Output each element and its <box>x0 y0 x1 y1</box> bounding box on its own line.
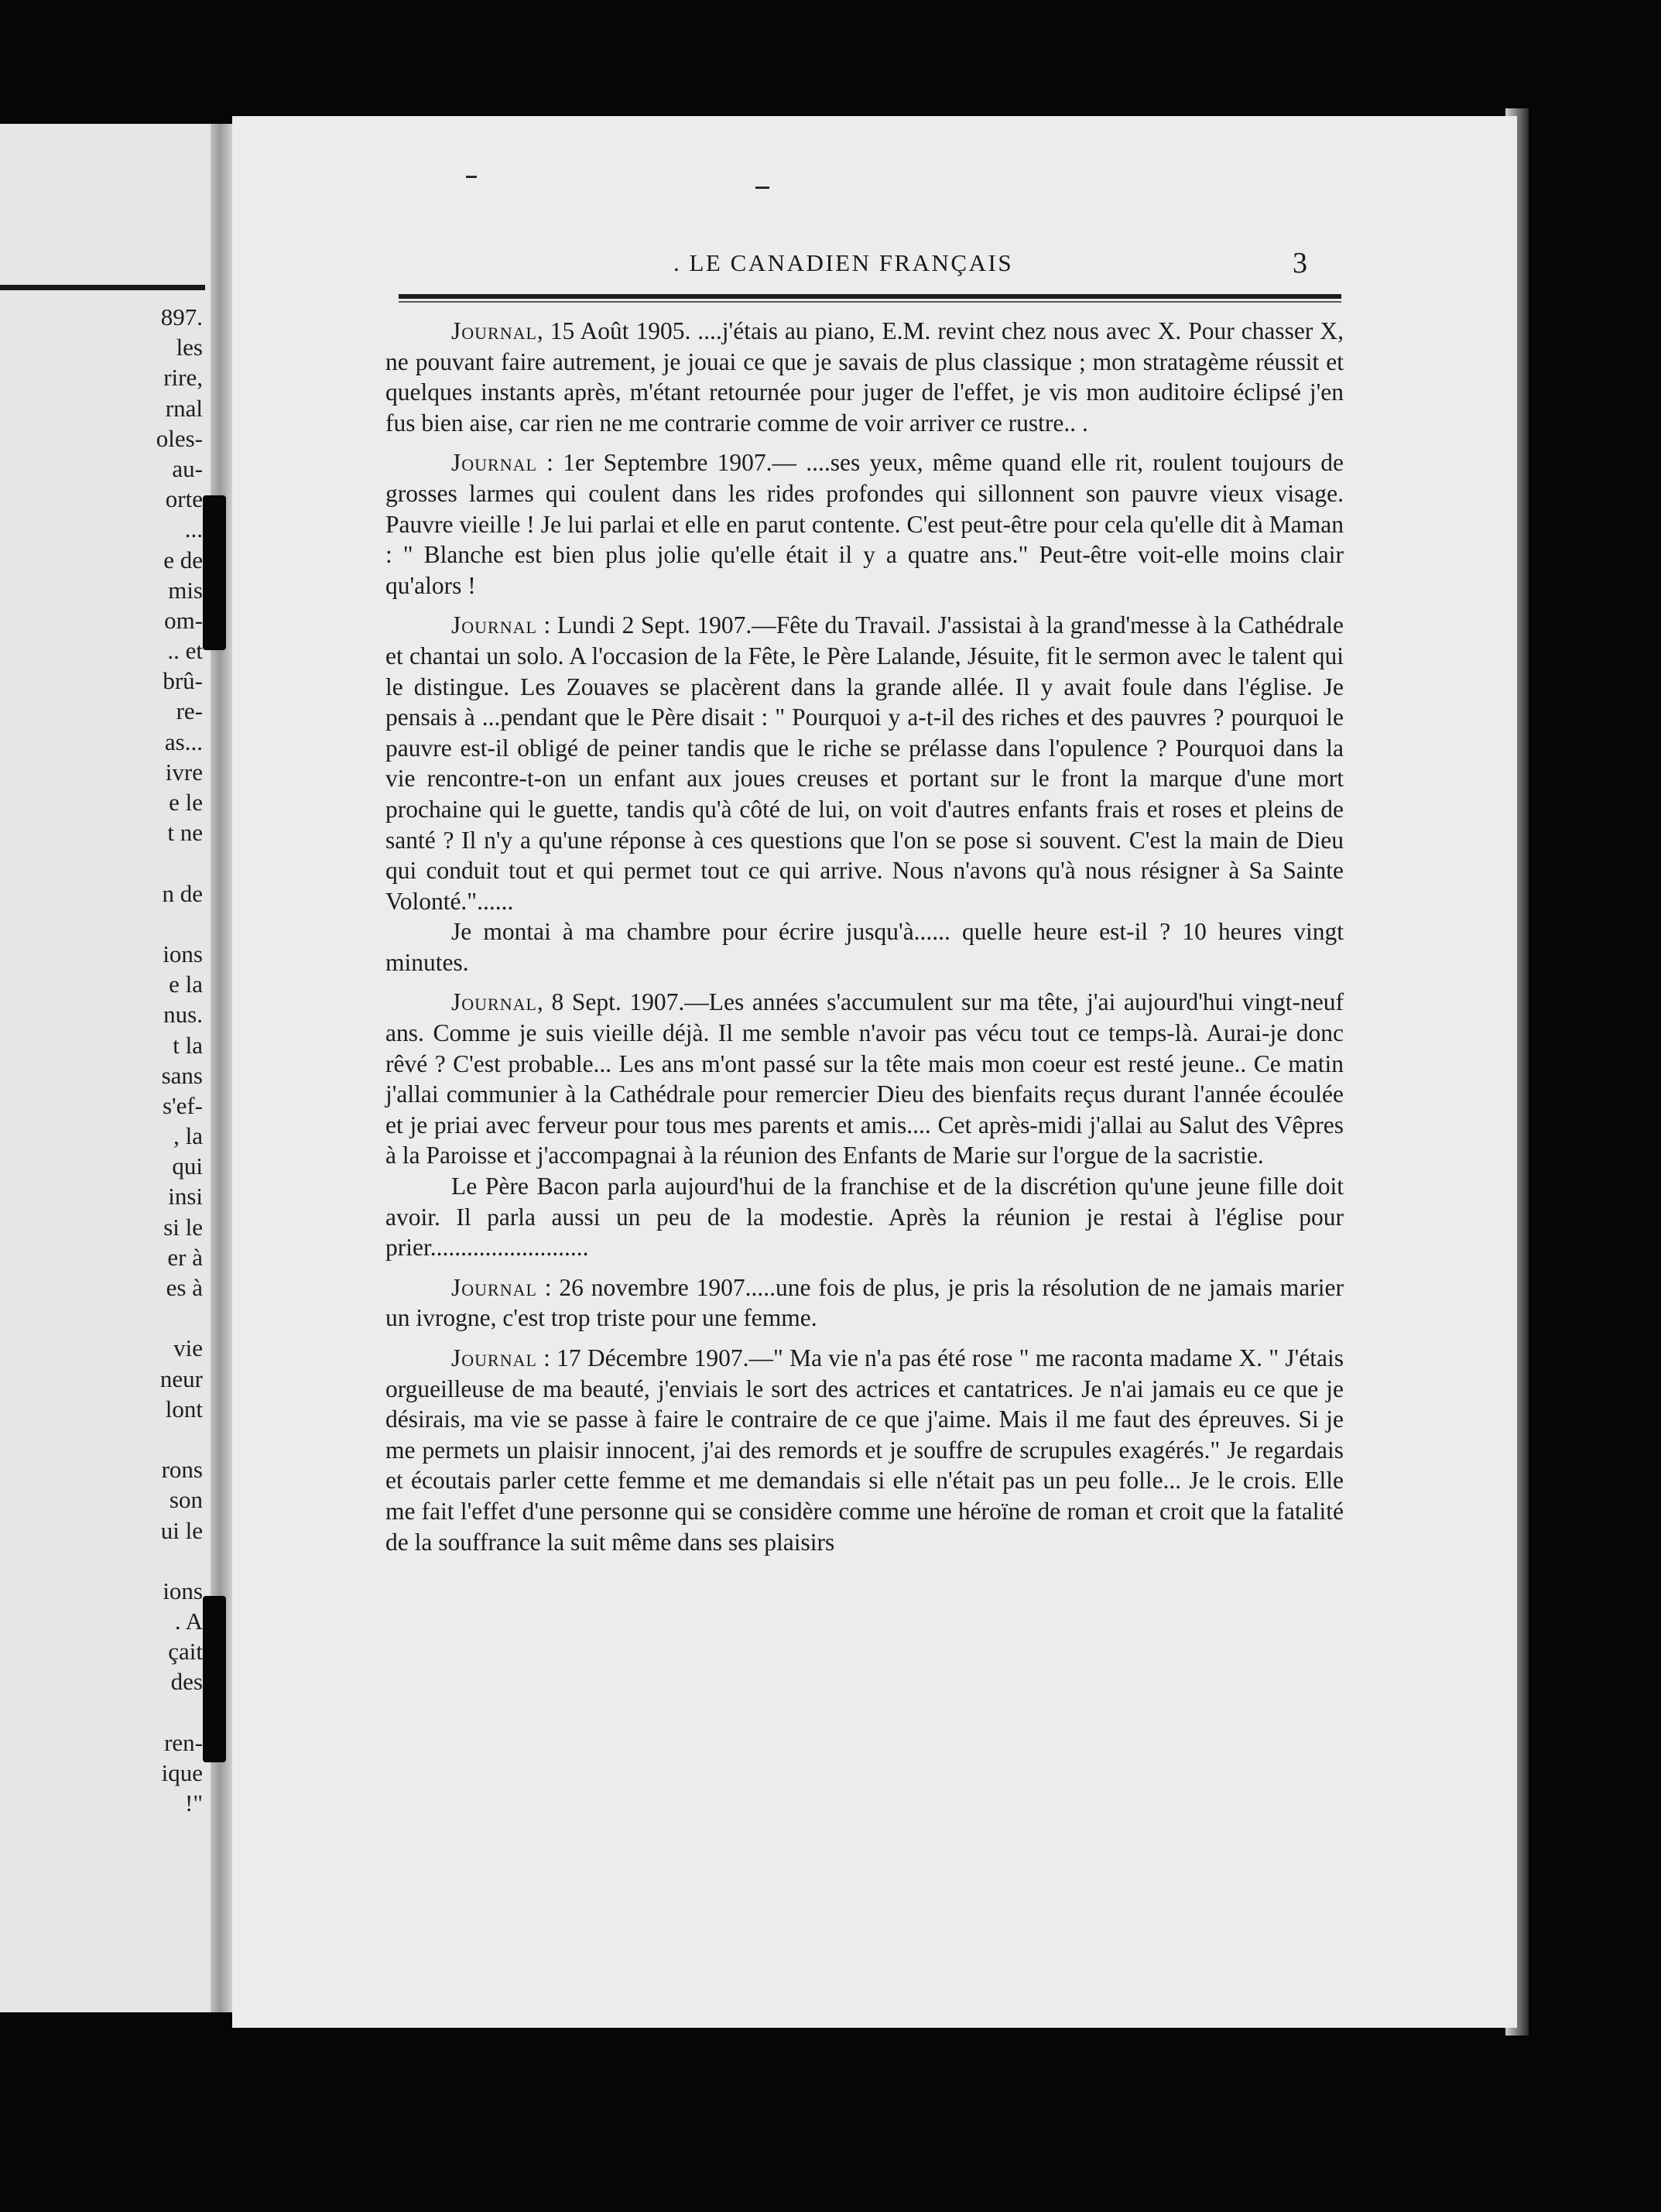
journal-paragraph <box>385 1171 1344 1263</box>
entry-text: Le Père Bacon parla aujourd'hui de la franchise et de la discrétion qu'une jeune fille doit avoir. Il parla aussi un peu de la modestie. Après la réunion je restai à l'église pour prier.......................... <box>385 1173 1344 1262</box>
left-page-fragment: n de <box>162 879 203 907</box>
left-page-fragment: ui le <box>160 1516 203 1544</box>
left-page-fragment: brû- <box>163 667 203 695</box>
left-page-fragment: e de <box>163 546 203 574</box>
left-page-fragment <box>0 909 203 939</box>
left-page-fragment: ions <box>163 1577 203 1604</box>
left-page-fragment: lont <box>165 1395 203 1423</box>
left-page-fragment: om- <box>164 606 203 634</box>
running-header <box>232 249 1517 288</box>
journal-paragraph <box>385 447 1344 601</box>
entry-text: : 1er Septembre 1907.— ....ses yeux, même quand elle rit, roulent toujours de grosses larmes qui coulent dans les rides profondes qui sillonnent son pauvre vieux visage. Pauvre vieille ! Je lui parlai et elle en parut contente. C'est peut-être pour cela qu'elle dit à Maman : " Blanche est bien plus jolie qu'elle était il y a quatre ans." Peut-être voit-elle moins clair qu'alors ! <box>385 449 1344 599</box>
entry-text: , 8 Sept. 1907.—Les années s'accumulent sur ma tête, j'ai aujourd'hui vingt-neuf ans. Comme je suis vieille déjà. Il me semble n'avoir pas vécu tout ce temps-là. Aurai-je donc rêvé ? C'est probable... Les ans m'ont passé sur la tête mais mon coeur est resté jeune.. Ce matin j'allai communier à la Cathédrale pour remercier Dieu des bienfaits reçus durant l'année écoulée et je priai avec ferveur pour tous mes parents et amis.... Cet après-midi j'allai au Salut des Vêpres à la Paroisse et j'accompagnai à la réunion des Enfants de Marie sur l'orgue de la sacristie. <box>385 988 1344 1169</box>
left-page-fragment: ren- <box>164 1728 203 1756</box>
entry-label: Journal <box>451 1273 537 1301</box>
left-page-fragment: insi <box>168 1183 203 1210</box>
left-page-fragment: qui <box>172 1152 203 1180</box>
left-page-fragment: rnal <box>165 394 203 422</box>
right-page <box>232 116 1517 2028</box>
entry-text: Je montai à ma chambre pour écrire jusqu'à...... quelle heure est-il ? 10 heures vingt minutes. <box>385 918 1344 976</box>
left-page-fragment: neur <box>159 1365 203 1392</box>
journal-paragraph <box>385 1272 1344 1334</box>
header-rule <box>399 294 1341 299</box>
left-page-fragment <box>0 1546 203 1576</box>
left-page-fragment: as... <box>164 728 203 755</box>
left-page-fragment: !" <box>185 1789 203 1817</box>
left-page-fragment: nus. <box>163 1001 203 1029</box>
left-page-fragment: e la <box>169 971 203 998</box>
entry-text: , 15 Août 1905. ....j'étais au piano, E.M. revint chez nous avec X. Pour chasser X, ne pouvant faire autrement, je jouai ce que je savais de plus classique ; mon stratagème réussit et quelques instants après, m'étant retournée pour juger de l'effet, je vis mon auditoire éclipsé j'en fus bien aise, car rien ne me contrarie comme de voir arriver ce rustre.. . <box>385 317 1344 437</box>
left-page-fragment <box>0 1303 203 1333</box>
left-page-fragment: des <box>170 1668 203 1696</box>
stray-mark <box>755 187 769 189</box>
left-page-fragment: son <box>169 1486 203 1514</box>
entry-label: Journal <box>451 449 537 477</box>
left-page <box>0 124 221 2012</box>
entry-label: Journal <box>451 1344 537 1371</box>
left-page-fragment <box>0 1424 203 1454</box>
entry-label: Journal <box>451 611 537 639</box>
left-page-fragment: es à <box>166 1274 203 1301</box>
left-page-fragment: re- <box>176 697 203 725</box>
left-page-fragment: t la <box>173 1031 203 1059</box>
running-title: . LE CANADIEN FRANÇAIS <box>673 249 1014 276</box>
entry-label: Journal <box>451 317 537 344</box>
left-page-fragment: ivre <box>165 758 203 786</box>
entry-text: : Lundi 2 Sept. 1907.—Fête du Travail. J'assistai à la grand'messe à la Cathédrale et chantai un solo. A l'occasion de la Fête, le Père Lalande, Jésuite, fit le sermon avec le talent qui le distingue. Les Zouaves se placèrent dans la grande allée. Il y avait foule dans l'église. Je pensais à ...pendant que le Père disait : " Pourquoi y a-t-il des riches et des pauvres ? pourquoi le pauvre est-il obligé de peiner tandis que le riche se prélasse dans l'opulence ? Pourquoi dans la vie rencontre-t-on un enfant aux joues creuses et portant sur le front la marque d'une mort prochaine qui le guette, tandis qu'à côté de lui, on voit d'autres enfants frais et roses et pleins de santé ? Il n'y a qu'une réponse à ces questions que l'on se pose si souvent. C'est la main de Dieu qui conduit tout et qui permet tout ce qui arrive. Nous n'avons qu'à nous résigner à Sa Sainte Volonté."...... <box>385 611 1344 915</box>
entry-text: : 17 Décembre 1907.—" Ma vie n'a pas été rose " me raconta madame X. " J'étais orgueilleuse de ma beauté, j'enviais le sort des actrices et cantatrices. Je n'ai jamais eu ce que je désirais, ma vie se passe à faire le contraire de ce que j'aime. Mais il me faut des épreuves. Si je me permets un plaisir innocent, j'ai des remords et je souffre de scrupules exagérés." Je regardais et écoutais parler cette femme et me demandais si elle n'était pas un peu folle... Je le crois. Elle me fait l'effet d'une personne qui se considère comme une héroïne de roman et croit que la fatalité de la souffrance la suit même dans ses plaisirs <box>385 1344 1344 1556</box>
left-page-fragment: ions <box>163 940 203 967</box>
left-page-fragment: er à <box>167 1243 203 1271</box>
left-page-fragment: ique <box>161 1759 203 1786</box>
journal-paragraph <box>385 316 1344 438</box>
journal-paragraph <box>385 1343 1344 1557</box>
left-page-fragment: 897. <box>160 303 203 330</box>
left-page-fragment: . A <box>174 1608 203 1635</box>
left-page-fragment: orte <box>165 485 203 513</box>
binding-mark-bottom <box>203 1596 226 1762</box>
left-page-fragment: les <box>176 334 203 361</box>
left-page-fragment: , la <box>173 1122 203 1150</box>
left-page-fragment <box>0 1697 203 1727</box>
left-page-fragment <box>0 847 203 878</box>
left-page-rule <box>0 285 205 290</box>
left-page-fragment: rons <box>161 1456 203 1484</box>
left-page-fragment: e le <box>169 789 203 816</box>
stray-mark <box>466 176 477 178</box>
left-page-text-fragments <box>0 302 203 1818</box>
journal-paragraph <box>385 987 1344 1171</box>
left-page-fragment: oles- <box>156 424 203 452</box>
left-page-fragment: vie <box>173 1334 203 1362</box>
left-page-fragment: t ne <box>167 819 203 847</box>
journal-paragraph <box>385 610 1344 916</box>
left-page-fragment: s'ef- <box>162 1091 203 1119</box>
left-page-fragment: rire, <box>163 364 203 392</box>
left-page-fragment: si le <box>163 1213 203 1241</box>
left-page-fragment: mis <box>168 576 203 604</box>
journal-entries <box>385 316 1344 1567</box>
left-page-fragment: au- <box>172 454 203 482</box>
page-number: 3 <box>1293 247 1307 279</box>
left-page-fragment: sans <box>161 1061 203 1089</box>
journal-paragraph <box>385 916 1344 978</box>
left-page-fragment: ... <box>184 515 203 543</box>
left-page-fragment: .. et <box>167 637 203 665</box>
left-page-fragment: çait <box>168 1638 203 1666</box>
entry-text: : 26 novembre 1907.....une fois de plus, je pris la résolution de ne jamais marier un ivrogne, c'est trop triste pour une femme. <box>385 1273 1344 1332</box>
binding-mark-top <box>203 495 226 650</box>
entry-label: Journal <box>451 988 537 1016</box>
header-rule-thin <box>399 301 1341 303</box>
